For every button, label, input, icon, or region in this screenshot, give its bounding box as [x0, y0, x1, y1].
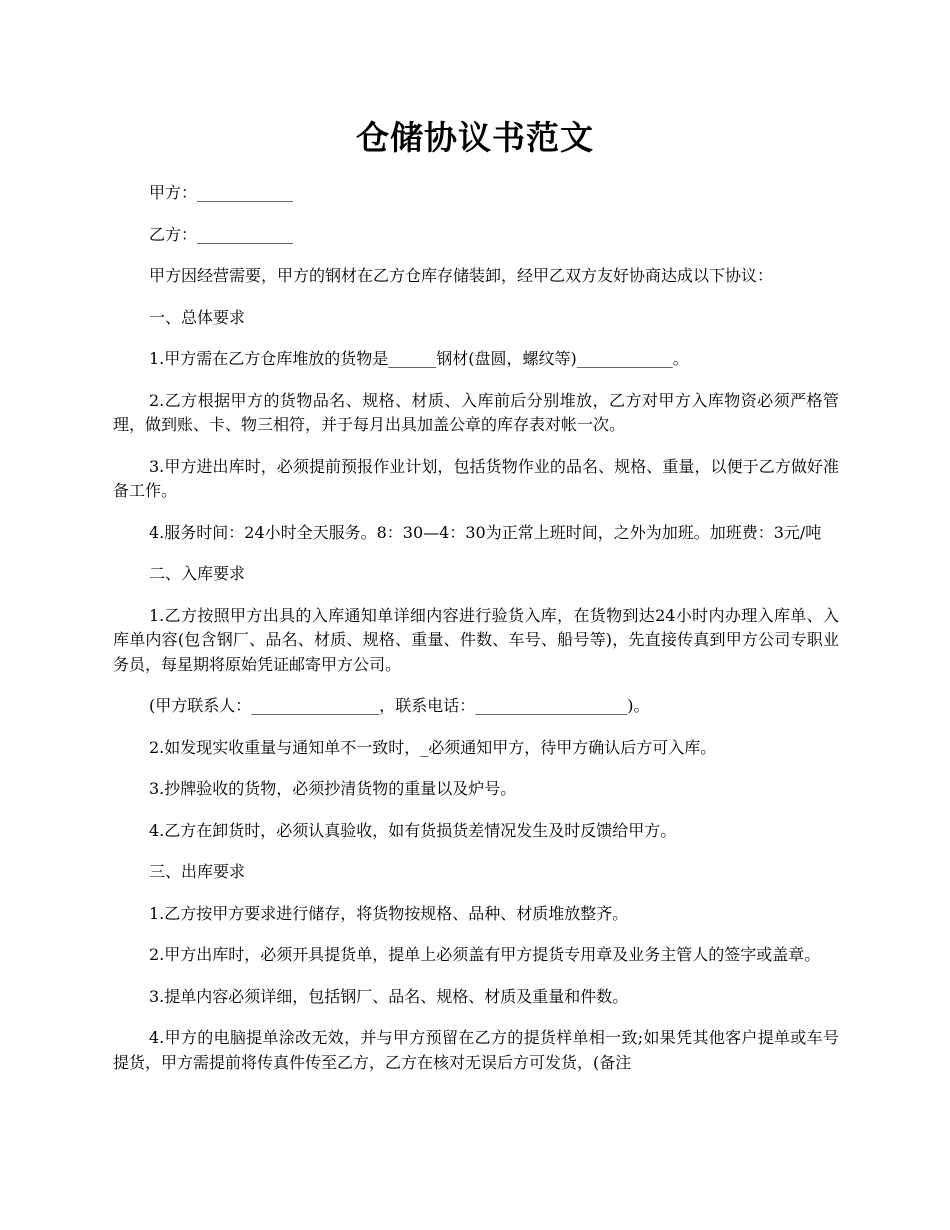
section-heading-general: 一、总体要求: [149, 307, 246, 327]
contact-line: (甲方联系人：________________，联系电话：___________________)。: [149, 696, 650, 715]
clause-paragraph: 1.乙方按甲方要求进行储存，将货物按规格、品种、材质堆放整齐。: [149, 903, 629, 923]
section-heading-inbound: 二、入库要求: [149, 564, 246, 583]
section-heading-outbound: 三、出库要求: [149, 862, 246, 881]
clause-paragraph: 1.乙方按照甲方出具的入库通知单详细内容进行验货入库，在货物到达24小时内办理入库单、入库单内容(包含钢厂、品名、材质、规格、重量、件数、车号、船号等)，先直接传真到甲方公司专职业务员，每星期将原始凭证邮寄甲方公司。: [113, 605, 839, 674]
clause-paragraph: 1.甲方需在乙方仓库堆放的货物是______钢材(盘圆，螺纹等)____________。: [149, 349, 689, 368]
clause-paragraph: 3.抄牌验收的货物，必须抄清货物的重量以及炉号。: [149, 779, 517, 798]
clause-paragraph: 2.甲方出库时，必须开具提货单，提单上必须盖有甲方提货专用章及业务主管人的签字或盖章。: [149, 945, 821, 964]
document-body: [113, 181, 839, 1092]
clause-paragraph: 3.甲方进出库时，必须提前预报作业计划，包括货物作业的品名、规格、重量，以便于乙方做好准备工作。: [113, 456, 839, 500]
clause-paragraph: 2.如发现实收重量与通知单不一致时，_必须通知甲方，待甲方确认后方可入库。: [149, 737, 717, 757]
clause-paragraph: 2.乙方根据甲方的货物品名、规格、材质、入库前后分别堆放，乙方对甲方入库物资必须严格管理，做到账、卡、物三相符，并于每月出具加盖公章的库存表对帐一次。: [113, 390, 839, 434]
clause-paragraph: 4.服务时间：24小时全天服务。8：30—4：30为正常上班时间，之外为加班。加班费：3元/吨: [149, 522, 822, 542]
document-title: 仓储协议书范文: [356, 118, 594, 157]
clause-paragraph: 4.甲方的电脑提单涂改无效，并与甲方预留在乙方的提货样单相一致;如果凭其他客户提单或车号提货，甲方需提前将传真件传至乙方，乙方在核对无误后方可发货，(备注: [113, 1028, 839, 1072]
preamble-paragraph: 甲方因经营需要，甲方的钢材在乙方仓库存储装卸，经甲乙双方友好协商达成以下协议：: [149, 266, 774, 285]
clause-paragraph: 3.提单内容必须详细，包括钢厂、品名、规格、材质及重量和件数。: [149, 986, 629, 1006]
clause-paragraph: 4.乙方在卸货时，必须认真验收，如有货损货差情况发生及时反馈给甲方。: [149, 820, 677, 840]
party-b-line: 乙方：____________: [149, 224, 294, 244]
party-a-line: 甲方：____________: [149, 183, 294, 202]
